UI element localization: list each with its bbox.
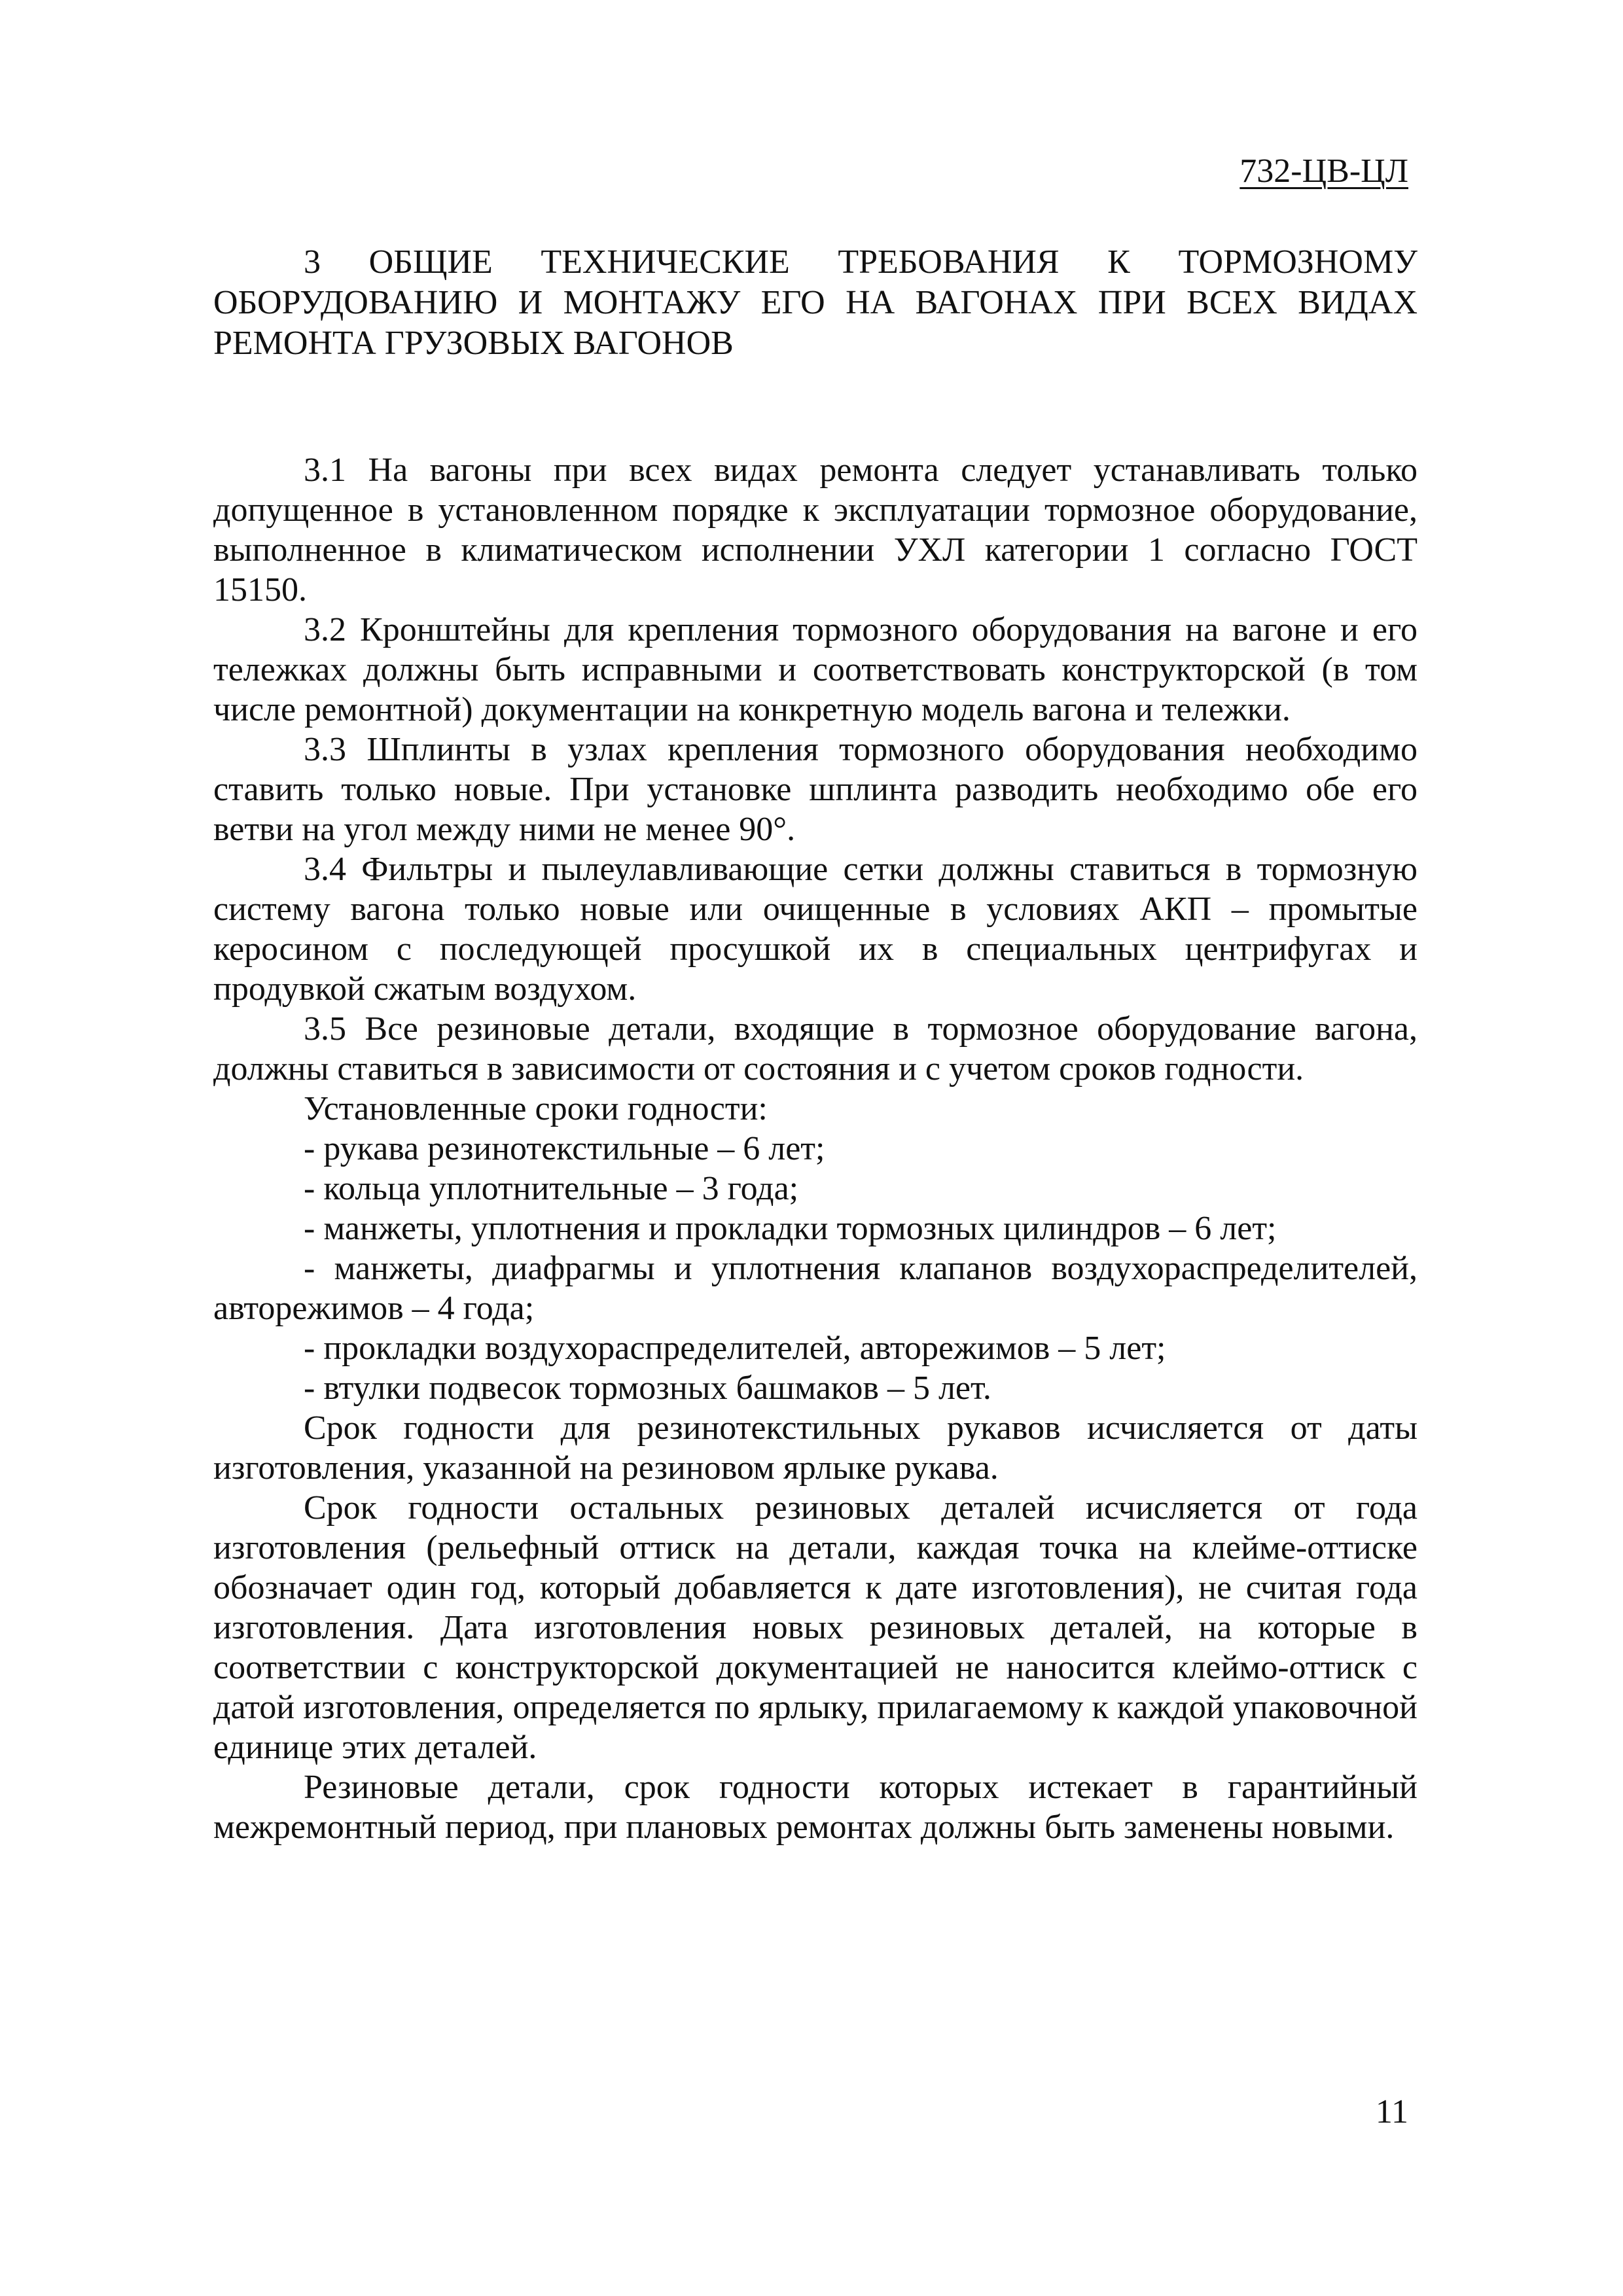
shelf-life-item: - кольца уплотнительные – 3 года; <box>304 1170 799 1207</box>
paragraph-3-4: 3.4 Фильтры и пылеулавливающие сетки должны ставиться в тормозную систему вагона только новые или очищенные в условиях АКП – промытые керосином с последующей просушкой их в специальных центрифугах и продувкой сжатым воздухом. <box>213 851 1418 1008</box>
replacement-paragraph: Резиновые детали, срок годности которых истекает в гарантийный межремонтный период, при плановых ремонтах должны быть заменены новыми. <box>213 1769 1418 1846</box>
shelf-life-item: - рукава резинотекстильные – 6 лет; <box>304 1130 825 1167</box>
paragraph-3-1: 3.1 На вагоны при всех видах ремонта следует устанавливать только допущенное в установленном порядке к эксплуатации тормозное оборудование, выполненное в климатическом исполнении УХЛ категории 1 согласно ГОСТ 15150. <box>213 451 1418 609</box>
hose-shelf-life-paragraph: Срок годности для резинотекстильных рукавов исчисляется от даты изготовления, указанной на резиновом ярлыке рукава. <box>213 1409 1418 1487</box>
section-title: 3 ОБЩИЕ ТЕХНИЧЕСКИЕ ТРЕБОВАНИЯ К ТОРМОЗНОМУ ОБОРУДОВАНИЮ И МОНТАЖУ ЕГО НА ВАГОНАХ ПРИ ВСЕХ ВИДАХ РЕМОНТА ГРУЗОВЫХ ВАГОНОВ <box>213 243 1418 362</box>
shelf-life-item: - втулки подвесок тормозных башмаков – 5 лет. <box>304 1369 991 1407</box>
document-code: 732-ЦВ-ЦЛ <box>1240 152 1408 190</box>
shelf-life-intro: Установленные сроки годности: <box>304 1090 768 1127</box>
paragraph-3-5: 3.5 Все резиновые детали, входящие в тормозное оборудование вагона, должны ставиться в зависимости от состояния и с учетом сроков годности. <box>213 1010 1418 1087</box>
section-body <box>213 450 1418 1847</box>
page-number: 11 <box>1375 2093 1408 2130</box>
paragraph-3-3: 3.3 Шплинты в узлах крепления тормозного оборудования необходимо ставить только новые. При установке шплинта разводить необходимо обе его ветви на угол между ними не менее 90°. <box>213 731 1418 848</box>
shelf-life-item: - прокладки воздухораспределителей, авторежимов – 5 лет; <box>304 1330 1166 1367</box>
shelf-life-item: - манжеты, уплотнения и прокладки тормозных цилиндров – 6 лет; <box>304 1210 1277 1247</box>
paragraph-3-2: 3.2 Кронштейны для крепления тормозного оборудования на вагоне и его тележках должны быть исправными и соответствовать конструкторской (в том числе ремонтной) документации на конкретную модель вагона и тележки. <box>213 611 1418 728</box>
other-parts-shelf-life-paragraph: Срок годности остальных резиновых деталей исчисляется от года изготовления (рельефный оттиск на детали, каждая точка на клейме-оттиске обозначает один год, который добавляется к дате изготовления), не считая года изготовления. Дата изготовления новых резиновых деталей, на которые в соответствии с конструкторской документацией не наносится клеймо-оттиск с датой изготовления, определяется по ярлыку, прилагаемому к каждой упаковочной единице этих деталей. <box>213 1489 1418 1766</box>
shelf-life-item: - манжеты, диафрагмы и уплотнения клапанов воздухораспределителей, авторежимов – 4 года; <box>213 1250 1418 1327</box>
